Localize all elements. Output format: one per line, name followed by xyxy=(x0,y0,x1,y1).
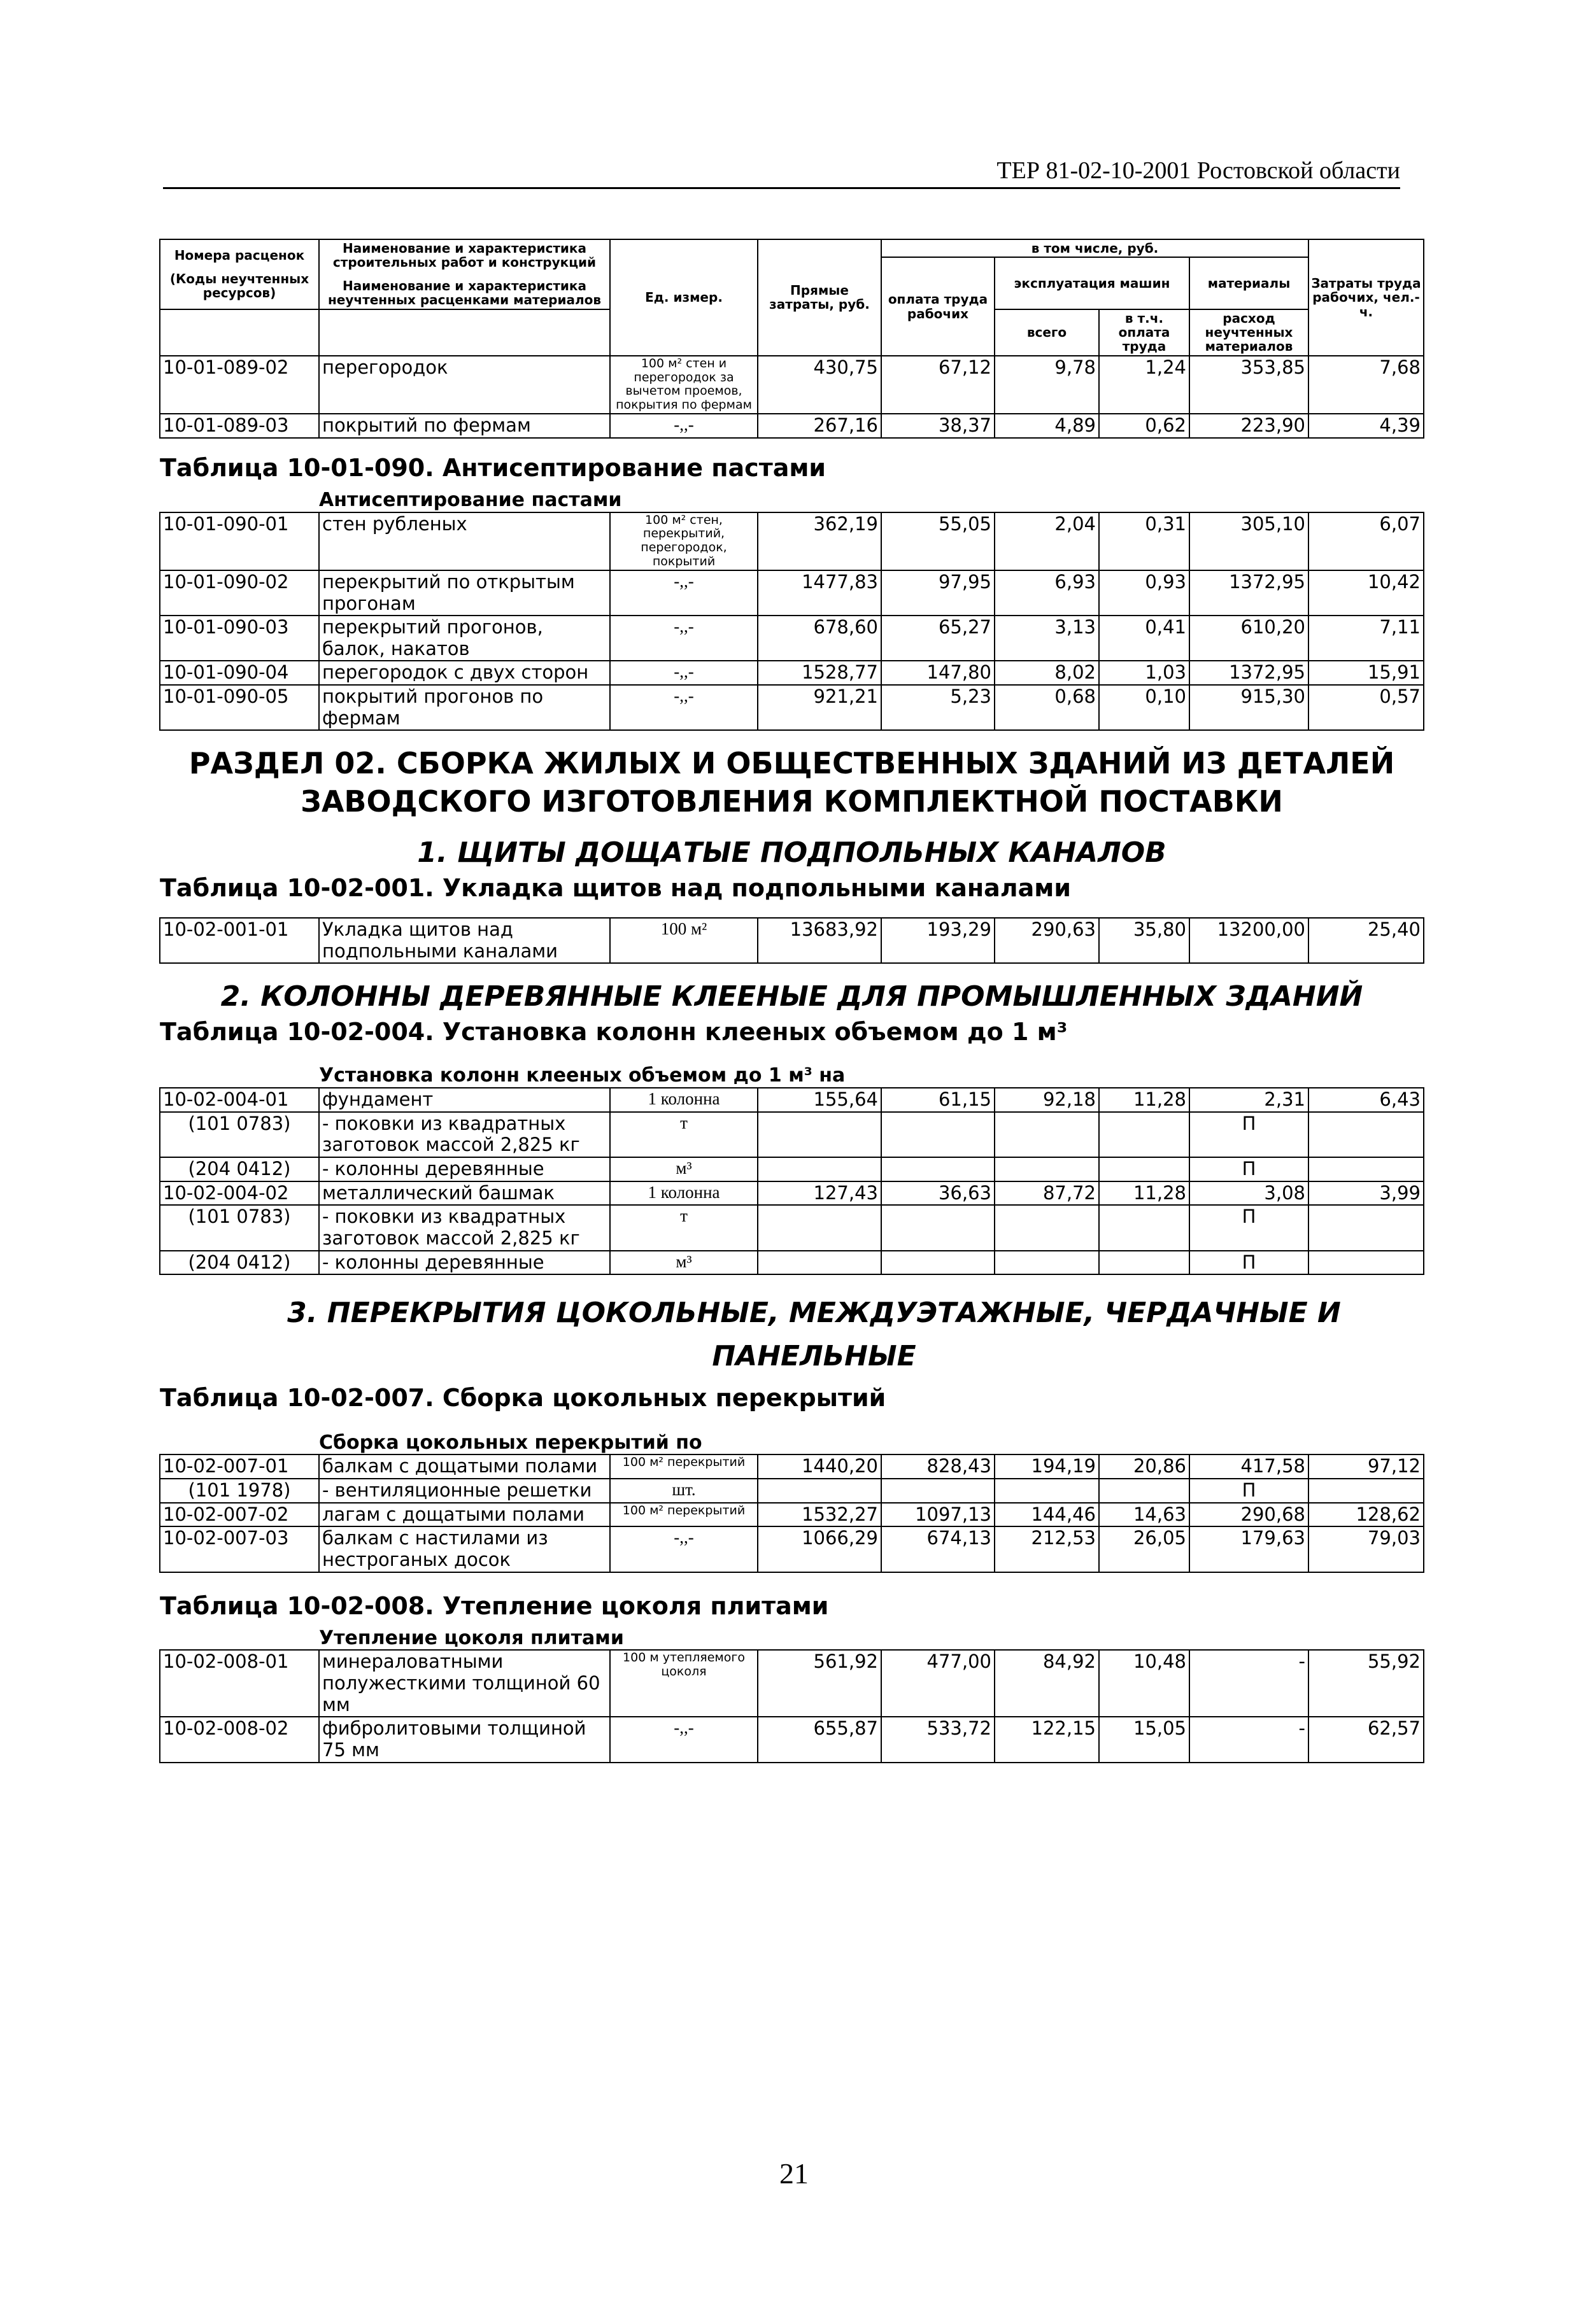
table-row: 10-01-090-03 перекрытий прогонов, балок, накатов -,,- 678,60 65,27 3,13 0,41 610,20 7,11 xyxy=(160,616,1424,661)
header-materials-unaccounted: расход неучтенных материалов xyxy=(1189,309,1308,356)
table-row: 10-01-090-04 перегородок с двух сторон -,,- 1528,77 147,80 8,02 1,03 1372,95 15,91 xyxy=(160,661,1424,685)
header-code: Номера расценок (Коды неучтенных ресурсов) xyxy=(160,239,319,309)
category-heading: 1. ЩИТЫ ДОЩАТЫЕ ПОДПОЛЬНЫХ КАНАЛОВ xyxy=(417,836,1166,869)
header-incl: в том числе, руб. xyxy=(881,239,1308,257)
header-machines-wages: в т.ч. оплата труда xyxy=(1099,309,1189,356)
header-unit: Ед. измер. xyxy=(610,239,758,356)
table-row: 10-01-090-05 покрытий прогонов по фермам -,,- 921,21 5,23 0,68 0,10 915,30 0,57 xyxy=(160,685,1424,730)
resource-row: (101 0783) - поковки из квадратных заготовок массой 2,825 кг т П xyxy=(160,1112,1424,1157)
page-number: 21 xyxy=(779,2157,809,2190)
header-direct: Прямые затраты, руб. xyxy=(758,239,881,356)
table-row: 10-02-001-01 Укладка щитов над подпольными каналами 100 м² 13683,92 193,29 290,63 35,80 13200,00 25,40 xyxy=(160,918,1424,963)
table-row: 10-02-007-03 балкам с настилами из нестроганых досок -,,- 1066,29 674,13 212,53 26,05 179,63 79,03 xyxy=(160,1526,1424,1572)
table-title: Таблица 10-01-090. Антисептирование пастами xyxy=(160,453,826,482)
resource-row: (204 0412) - колонны деревянные м³ П xyxy=(160,1251,1424,1275)
table-subtitle: Установка колонн клееных объемом до 1 м³ на xyxy=(319,1064,846,1087)
table-row: 10-02-007-02 лагам с дощатыми полами 100 м² перекрытий 1532,27 1097,13 144,46 14,63 290,68 128,62 xyxy=(160,1503,1424,1527)
section-heading: РАЗДЕЛ 02. СБОРКА ЖИЛЫХ И ОБЩЕСТВЕННЫХ ЗДАНИЙ ИЗ ДЕТАЛЕЙ ЗАВОДСКОГО ИЗГОТОВЛЕНИЯ КОМПЛЕКТНОЙ ПОСТАВКИ xyxy=(188,746,1395,819)
table-row: 10-01-089-03 покрытий по фермам -,,- 267,16 38,37 4,89 0,62 223,90 4,39 xyxy=(160,414,1424,438)
header-wages: оплата труда рабочих xyxy=(881,257,995,355)
table-row: 10-02-004-01 фундамент 1 колонна 155,64 61,15 92,18 11,28 2,31 6,43 xyxy=(160,1088,1424,1112)
price-table xyxy=(159,239,1424,1763)
resource-row: (204 0412) - колонны деревянные м³ П xyxy=(160,1157,1424,1181)
header-labor: Затраты труда рабочих, чел.-ч. xyxy=(1308,239,1424,356)
resource-row: (101 0783) - поковки из квадратных заготовок массой 2,825 кг т П xyxy=(160,1205,1424,1250)
resource-row: (101 1978) - вентиляционные решетки шт. П xyxy=(160,1479,1424,1503)
header-machines-total: всего xyxy=(995,309,1099,356)
running-header xyxy=(163,158,1400,189)
category-heading: 3. ПЕРЕКРЫТИЯ ЦОКОЛЬНЫЕ, МЕЖДУЭТАЖНЫЕ, ЧЕРДАЧНЫЕ И ПАНЕЛЬНЫЕ xyxy=(287,1297,1341,1373)
table-row: 10-02-008-02 фибролитовыми толщиной 75 мм -,,- 655,87 533,72 122,15 15,05 - 62,57 xyxy=(160,1717,1424,1762)
document-header: ТЕР 81-02-10-2001 Ростовской области xyxy=(996,157,1400,184)
table-row: 10-02-007-01 балкам с дощатыми полами 100 м² перекрытий 1440,20 828,43 194,19 20,86 417,58 97,12 xyxy=(160,1454,1424,1479)
table-title: Таблица 10-02-001. Укладка щитов над подпольными каналами xyxy=(160,873,1071,902)
table-row: 10-01-089-02 перегородок 100 м² стен и перегородок за вычетом проемов, покрытия по фермам 430,75 67,12 9,78 1,24 353,85 7,68 xyxy=(160,356,1424,414)
table-title: Таблица 10-02-008. Утепление цоколя плитами xyxy=(160,1591,829,1620)
category-heading: 2. КОЛОННЫ ДЕРЕВЯННЫЕ КЛЕЕНЫЕ ДЛЯ ПРОМЫШЛЕННЫХ ЗДАНИЙ xyxy=(220,980,1363,1013)
table-subtitle: Антисептирование пастами xyxy=(319,488,622,511)
table-subtitle: Сборка цокольных перекрытий по xyxy=(319,1431,702,1454)
table-row: 10-02-004-02 металлический башмак 1 колонна 127,43 36,63 87,72 11,28 3,08 3,99 xyxy=(160,1181,1424,1206)
table-subtitle: Утепление цоколя плитами xyxy=(319,1626,624,1649)
table-row: 10-02-008-01 минераловатными полужесткими толщиной 60 мм 100 м утепляемого цоколя 561,92 477,00 84,92 10,48 - 55,92 xyxy=(160,1650,1424,1717)
table-title: Таблица 10-02-004. Установка колонн клееных объемом до 1 м³ xyxy=(160,1018,1068,1046)
header-materials: материалы xyxy=(1189,257,1308,309)
header-machines: эксплуатация машин xyxy=(995,257,1189,309)
table-title: Таблица 10-02-007. Сборка цокольных перекрытий xyxy=(160,1383,886,1412)
table-row: 10-01-090-01 стен рубленых 100 м² стен, перекрытий, перегородок, покрытий 362,19 55,05 2,04 0,31 305,10 6,07 xyxy=(160,512,1424,570)
table-header-row xyxy=(160,239,1424,257)
table-row: 10-01-090-02 перекрытий по открытым прогонам -,,- 1477,83 97,95 6,93 0,93 1372,95 10,42 xyxy=(160,570,1424,616)
header-name: Наименование и характеристика строительных работ и конструкций Наименование и характеристика неучтенных расценками материалов xyxy=(319,239,610,309)
